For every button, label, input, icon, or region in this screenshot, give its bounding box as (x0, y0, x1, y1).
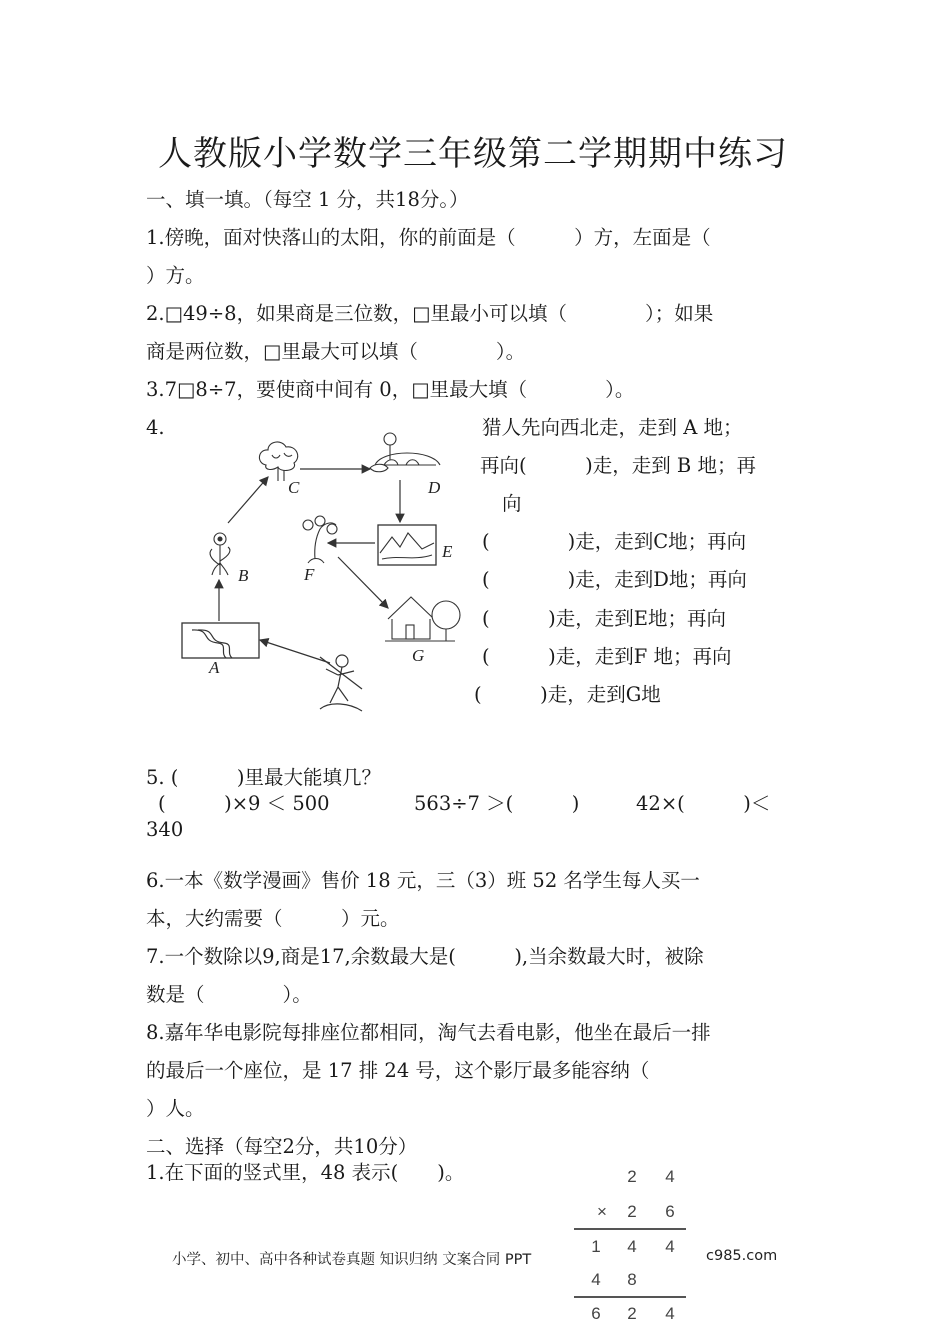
route-arrow-b-to-c (228, 477, 268, 523)
hunter-figure (320, 655, 362, 711)
vm-row2-digit-1: 2 (627, 1202, 637, 1221)
q4-text-line-2: 再向( )走，走到 B 地；再 (480, 454, 756, 477)
location-b-flower (210, 533, 230, 575)
q1-line2: ）方。 (146, 264, 205, 287)
vm-row3-digit-1: 1 (591, 1237, 601, 1256)
q5-line1: 5. ( )里最大能填几？ (146, 766, 382, 789)
q7-line2: 数是（ ）。 (146, 983, 312, 1006)
q5-expr2: 563÷7 ＞( ) (414, 792, 580, 815)
q4-text-line-6: ( )走，走到E地；再向 (482, 607, 726, 630)
vm-row1-digit-2: 4 (665, 1167, 675, 1186)
q5-expr3-cont: 340 (146, 818, 184, 841)
location-e-mountain (378, 525, 436, 565)
q3-line1: 3.7□8÷7，要使商中间有 0，□里最大填（ ）。 (146, 378, 635, 401)
vm-row2-digit-2: 6 (665, 1202, 675, 1221)
page-title: 人教版小学数学三年级第二学期期中练习 (158, 134, 788, 174)
q2-line2: 商是两位数，□里最大可以填（ ）。 (146, 340, 526, 363)
vm-rule-2 (574, 1296, 686, 1298)
vm-row3-digit-2: 4 (627, 1237, 637, 1256)
map-label-d: D (428, 478, 441, 497)
q4-number: 4. (146, 416, 165, 439)
location-f-plant (303, 516, 337, 563)
location-g-house (385, 597, 460, 641)
q2-line1: 2.□49÷8，如果商是三位数，□里最小可以填（ ）；如果 (146, 302, 714, 325)
vm-row5-digit-1: 6 (591, 1304, 601, 1323)
map-label-a: A (209, 658, 220, 677)
vm-row4-digit-1: 4 (591, 1270, 601, 1289)
map-label-c: C (288, 478, 300, 497)
vm-row4-digit-2: 8 (627, 1270, 637, 1289)
q4-text-line-8: ( )走，走到G地 (474, 683, 661, 706)
vm-times-sign: × (597, 1202, 607, 1221)
section1-heading: 一、填一填。（每空 1 分，共18分。） (146, 188, 469, 211)
q4-text-line-3: 向 (502, 492, 522, 515)
footer-right-text: c985.com (706, 1248, 778, 1264)
q4-text-line-1: 猎人先向西北走，走到 A 地； (482, 416, 743, 439)
s2-q1: 1.在下面的竖式里，48 表示( )。 (146, 1161, 465, 1184)
map-label-f: F (304, 565, 315, 584)
map-label-e: E (442, 542, 453, 561)
vm-row3-digit-3: 4 (665, 1237, 675, 1256)
vm-row5-digit-2: 2 (627, 1304, 637, 1323)
map-label-b: B (238, 566, 249, 585)
location-d-bridge (370, 433, 440, 472)
q4-text-line-5: ( )走，走到D地；再向 (482, 568, 747, 591)
q6-line2: 本，大约需要（ ）元。 (146, 907, 400, 930)
q5-expr3: 42×( )＜ (636, 792, 771, 815)
vm-row1-digit-1: 2 (627, 1167, 637, 1186)
q1-line1: 1.傍晚，面对快落山的太阳，你的前面是（ ）方，左面是（ (146, 226, 711, 249)
hunter-route-map (170, 425, 470, 725)
map-label-g: G (412, 646, 425, 665)
route-arrow-to-a (260, 640, 330, 663)
section2-heading: 二、选择（每空2分，共10分） (146, 1135, 418, 1158)
q4-text-line-4: ( )走，走到C地；再向 (482, 530, 747, 553)
vm-row5-digit-3: 4 (665, 1304, 675, 1323)
q8-line3: ）人。 (146, 1097, 205, 1120)
q6-line1: 6.一本《数学漫画》售价 18 元，三（3）班 52 名学生每人买一 (146, 869, 700, 892)
location-a-picture (182, 623, 259, 658)
vm-rule-1 (574, 1228, 686, 1230)
location-c-tree (259, 442, 297, 481)
q8-line1: 8.嘉年华电影院每排座位都相同，淘气去看电影，他坐在最后一排 (146, 1021, 711, 1044)
q8-line2: 的最后一个座位，是 17 排 24 号，这个影厅最多能容纳（ (146, 1059, 650, 1082)
footer-left-text: 小学、初中、高中各种试卷真题 知识归纳 文案合同 PPT (172, 1248, 531, 1269)
q5-expr1: ( )×9 ＜ 500 (158, 792, 330, 815)
q4-text-line-7: ( )走，走到F 地；再向 (482, 645, 732, 668)
q7-line1: 7.一个数除以9,商是17,余数最大是( ),当余数最大时，被除 (146, 945, 704, 968)
